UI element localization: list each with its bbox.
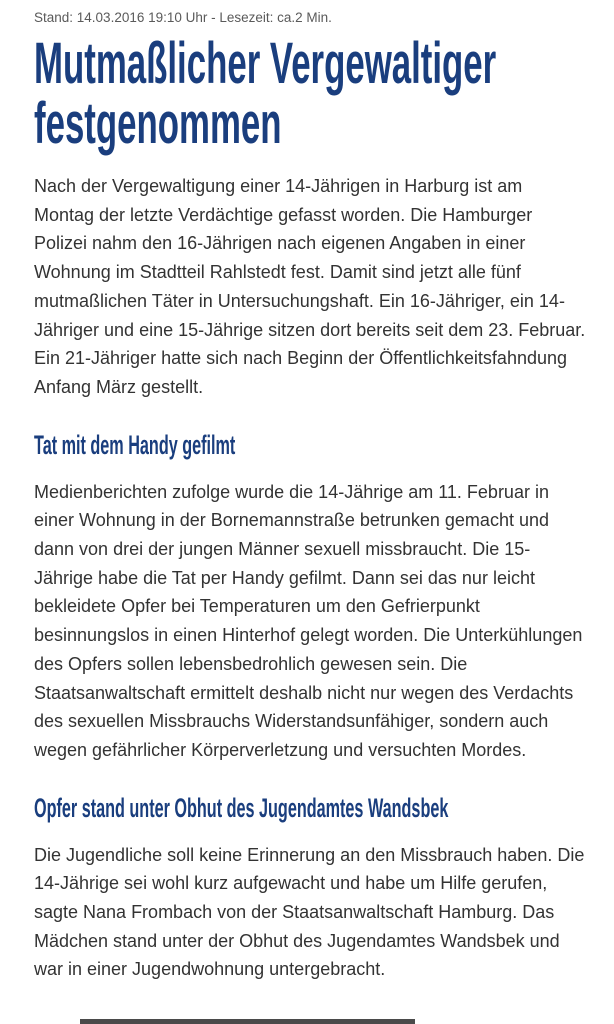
article-headline: Mutmaßlicher Vergewaltiger festgenommen: [34, 31, 497, 156]
article-paragraph-3: Die Jugendliche soll keine Erinnerung an den Missbrauch haben. Die 14-Jährige sei wohl kurz aufgewacht und habe um Hilfe gerufen, sagte Nana Frombach von der Staatsanwaltschaft Hamburg. Das Mädchen stand unter der Obhut des Jugendamtes Wandsbek und war in einer Jugendwohnung untergebracht.: [34, 844, 585, 980]
section-heading-1: Tat mit dem Handy gefilmt: [34, 429, 236, 460]
article-paragraph-1: Nach der Vergewaltigung einer 14-Jährigen in Harburg ist am Montag der letzte Verdächtige gefasst worden. Die Hamburger Polizei nahm den 16-Jährigen nach eigenen Angaben in einer Wohnung im Stadtteil Rahlstedt fest. Damit sind jetzt alle fünf mutmaßlichen Täter in Untersuchungshaft. Ein 16-Jähriger, ein 14-Jähriger und eine 15-Jährige sitzen dort bereits seit dem 23. Februar. Ein 21-Jähriger hatte sich nach Beginn der Öffentlichkeitsfahndung Anfang März gestellt.: [34, 176, 586, 397]
article-paragraph-2: Medienberichten zufolge wurde die 14-Jährige am 11. Februar in einer Wohnung in der Bornemannstraße betrunken gemacht und dann von drei der jungen Männer sexuell missbraucht. Die 15-Jährige habe die Tat per Handy gefilmt. Dann sei das nur leicht bekleidete Opfer bei Temperaturen um den Gefrierpunkt besinnungslos in einen Hinterhof gelegt worden. Die Unterkühlungen des Opfers sollen lebensbedrohlich gewesen sein. Die Staatsanwaltschaft ermittelt deshalb nicht nur wegen des Verdachts des sexuellen Missbrauchs Widerstandsunfähiger, sondern auch wegen gefährlicher Körperverletzung und versuchten Mordes.: [34, 481, 583, 760]
section-heading-2: Opfer stand unter Obhut des Jugendamtes Wandsbek: [34, 792, 449, 823]
partial-next-element: [80, 1019, 415, 1024]
timestamp-line: Stand: 14.03.2016 19:10 Uhr - Lesezeit: ca.2 Min.: [34, 10, 332, 25]
